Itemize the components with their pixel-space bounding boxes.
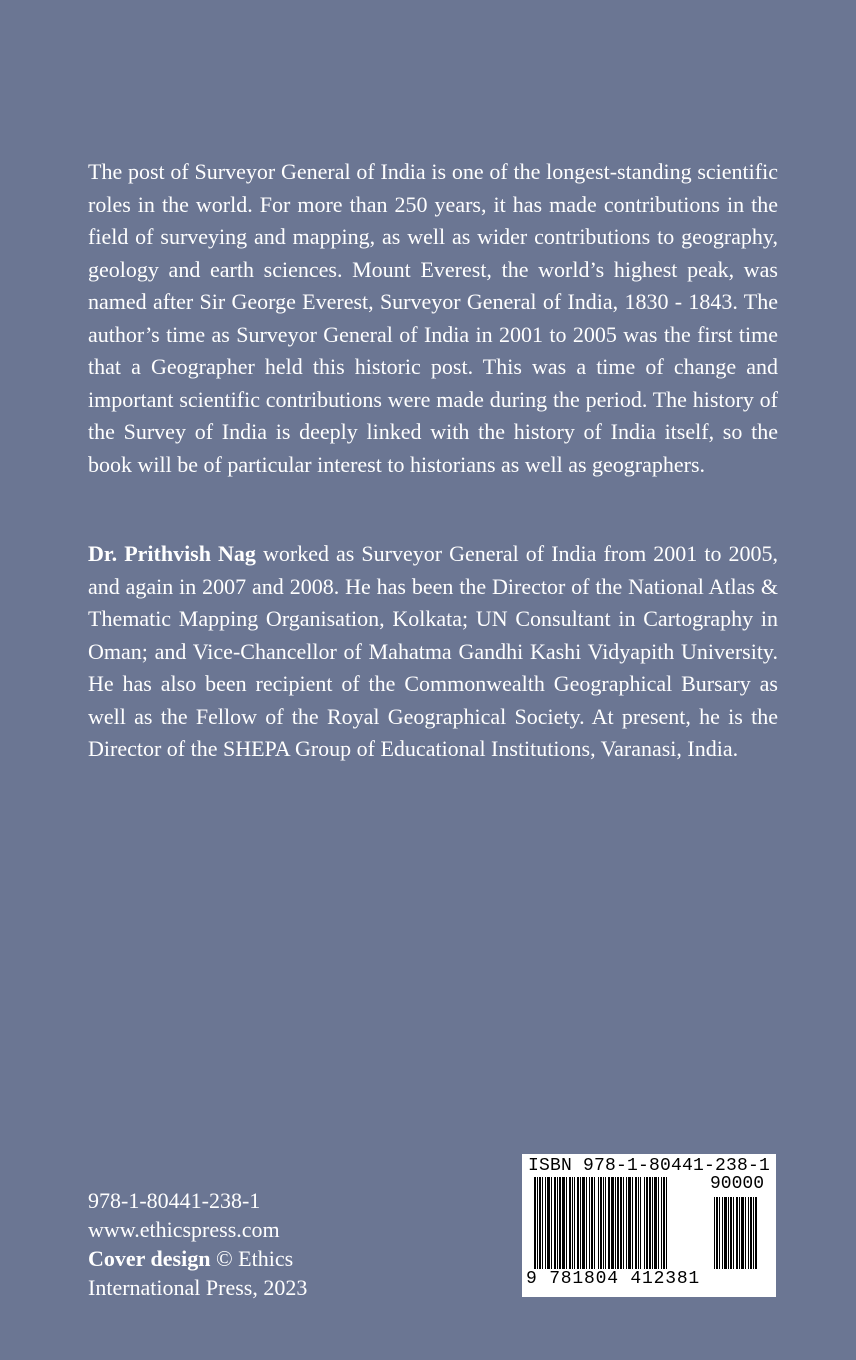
main-bar <box>628 1177 631 1269</box>
main-bar <box>574 1177 575 1269</box>
main-bar <box>661 1177 662 1269</box>
main-bar <box>557 1177 558 1269</box>
main-bar <box>582 1177 585 1269</box>
addon-bar <box>722 1197 723 1269</box>
main-bar <box>551 1177 552 1269</box>
main-bar <box>658 1177 659 1269</box>
barcode-number: 9 781804 412381 <box>526 1269 701 1289</box>
addon-bar <box>753 1197 754 1269</box>
main-bar <box>547 1177 550 1269</box>
addon-bar <box>748 1197 749 1269</box>
main-bar <box>649 1177 651 1269</box>
main-bar <box>638 1177 639 1269</box>
cover-design-credit: © Ethics <box>210 1246 294 1271</box>
addon-bar <box>716 1197 718 1269</box>
main-bar <box>586 1177 587 1269</box>
main-bar <box>534 1177 536 1269</box>
publisher-website: www.ethicspress.com <box>88 1217 280 1242</box>
main-bar <box>605 1177 606 1269</box>
addon-bar <box>745 1197 746 1269</box>
main-bar <box>569 1177 571 1269</box>
main-bar <box>603 1177 604 1269</box>
main-bar <box>577 1177 579 1269</box>
main-bar <box>608 1177 610 1269</box>
addon-bar <box>714 1197 715 1269</box>
barcode-addon-bars <box>714 1197 772 1269</box>
addon-bar <box>724 1197 727 1269</box>
main-bar <box>654 1177 657 1269</box>
main-bar <box>591 1177 593 1269</box>
book-summary: The post of Surveyor General of India is one of the longest-standing scientific roles in the world. For more than 250 years, it has made contributions in the field of surveying and mapping, as well as wider contributions to geography, geology and earth sciences. Mount Everest, the world’s highest peak, was named after Sir George Everest, Surveyor General of India, 1830 - 1843. The author’s time as Surveyor General of India in 2001 to 2005 was the first time that a Geographer held this historic post. This was a time of change and important scientific contributions were made during the period. The history of the Survey of India is deeply linked with the history of India itself, so the book will be of particular interest to historians as well as geographers. <box>88 159 778 477</box>
barcode-addon-number: 90000 <box>710 1174 765 1194</box>
publisher-year-line: International Press, 2023 <box>88 1275 308 1300</box>
main-bar <box>644 1177 645 1269</box>
author-bio-text: worked as Surveyor General of India from 2001 to 2005, and again in 2007 and 2008. He has been the Director of the National Atlas & Thematic Mapping Organisation, Kolkata; UN Consultant in Cartography in Oman; and Vice-Chancellor of Mahatma Gandhi Kashi Vidyapith University. He has also been recipient of the Commonwealth Geographical Bursary as well as the Fellow of the Royal Geographical Society. At present, he is the Director of the SHEPA Group of Educational Institutions, Varanasi, India. <box>88 541 779 761</box>
main-bar <box>554 1177 556 1269</box>
addon-bar <box>730 1197 732 1269</box>
main-bar <box>589 1177 590 1269</box>
main-bar <box>572 1177 573 1269</box>
main-bar <box>646 1177 648 1269</box>
main-bar <box>626 1177 627 1269</box>
main-bar <box>542 1177 543 1269</box>
addon-bar <box>733 1197 734 1269</box>
addon-bar <box>750 1197 752 1269</box>
main-bar <box>545 1177 546 1269</box>
publication-info <box>88 1186 448 1302</box>
main-bar <box>594 1177 595 1269</box>
addon-bar <box>736 1197 738 1269</box>
main-bar <box>559 1177 561 1269</box>
main-bar <box>640 1177 641 1269</box>
cover-design-label: Cover design <box>88 1246 211 1271</box>
main-bar <box>617 1177 619 1269</box>
main-bar <box>666 1177 667 1269</box>
addon-bar <box>728 1197 729 1269</box>
isbn-text: 978-1-80441-238-1 <box>88 1188 261 1213</box>
barcode-main-bars <box>534 1177 687 1269</box>
main-bar <box>632 1177 633 1269</box>
main-bar <box>652 1177 653 1269</box>
barcode-isbn-label: ISBN 978-1-80441-238-1 <box>528 1156 771 1176</box>
main-bar <box>539 1177 541 1269</box>
author-bio <box>88 538 778 766</box>
author-name: Dr. Prithvish Nag <box>88 541 256 566</box>
main-bar <box>600 1177 602 1269</box>
addon-bar <box>741 1197 744 1269</box>
main-bar <box>615 1177 616 1269</box>
main-bar <box>566 1177 567 1269</box>
cover-design-line <box>88 1244 448 1273</box>
addon-bar <box>719 1197 720 1269</box>
main-bar <box>562 1177 565 1269</box>
addon-bar <box>755 1197 757 1269</box>
main-bar <box>623 1177 624 1269</box>
main-bar <box>620 1177 622 1269</box>
addon-bar <box>739 1197 740 1269</box>
main-bar <box>635 1177 637 1269</box>
main-bar <box>598 1177 599 1269</box>
main-bar <box>611 1177 614 1269</box>
main-bar <box>663 1177 665 1269</box>
isbn-barcode-box <box>522 1154 776 1297</box>
main-bar <box>537 1177 538 1269</box>
main-bar <box>580 1177 581 1269</box>
